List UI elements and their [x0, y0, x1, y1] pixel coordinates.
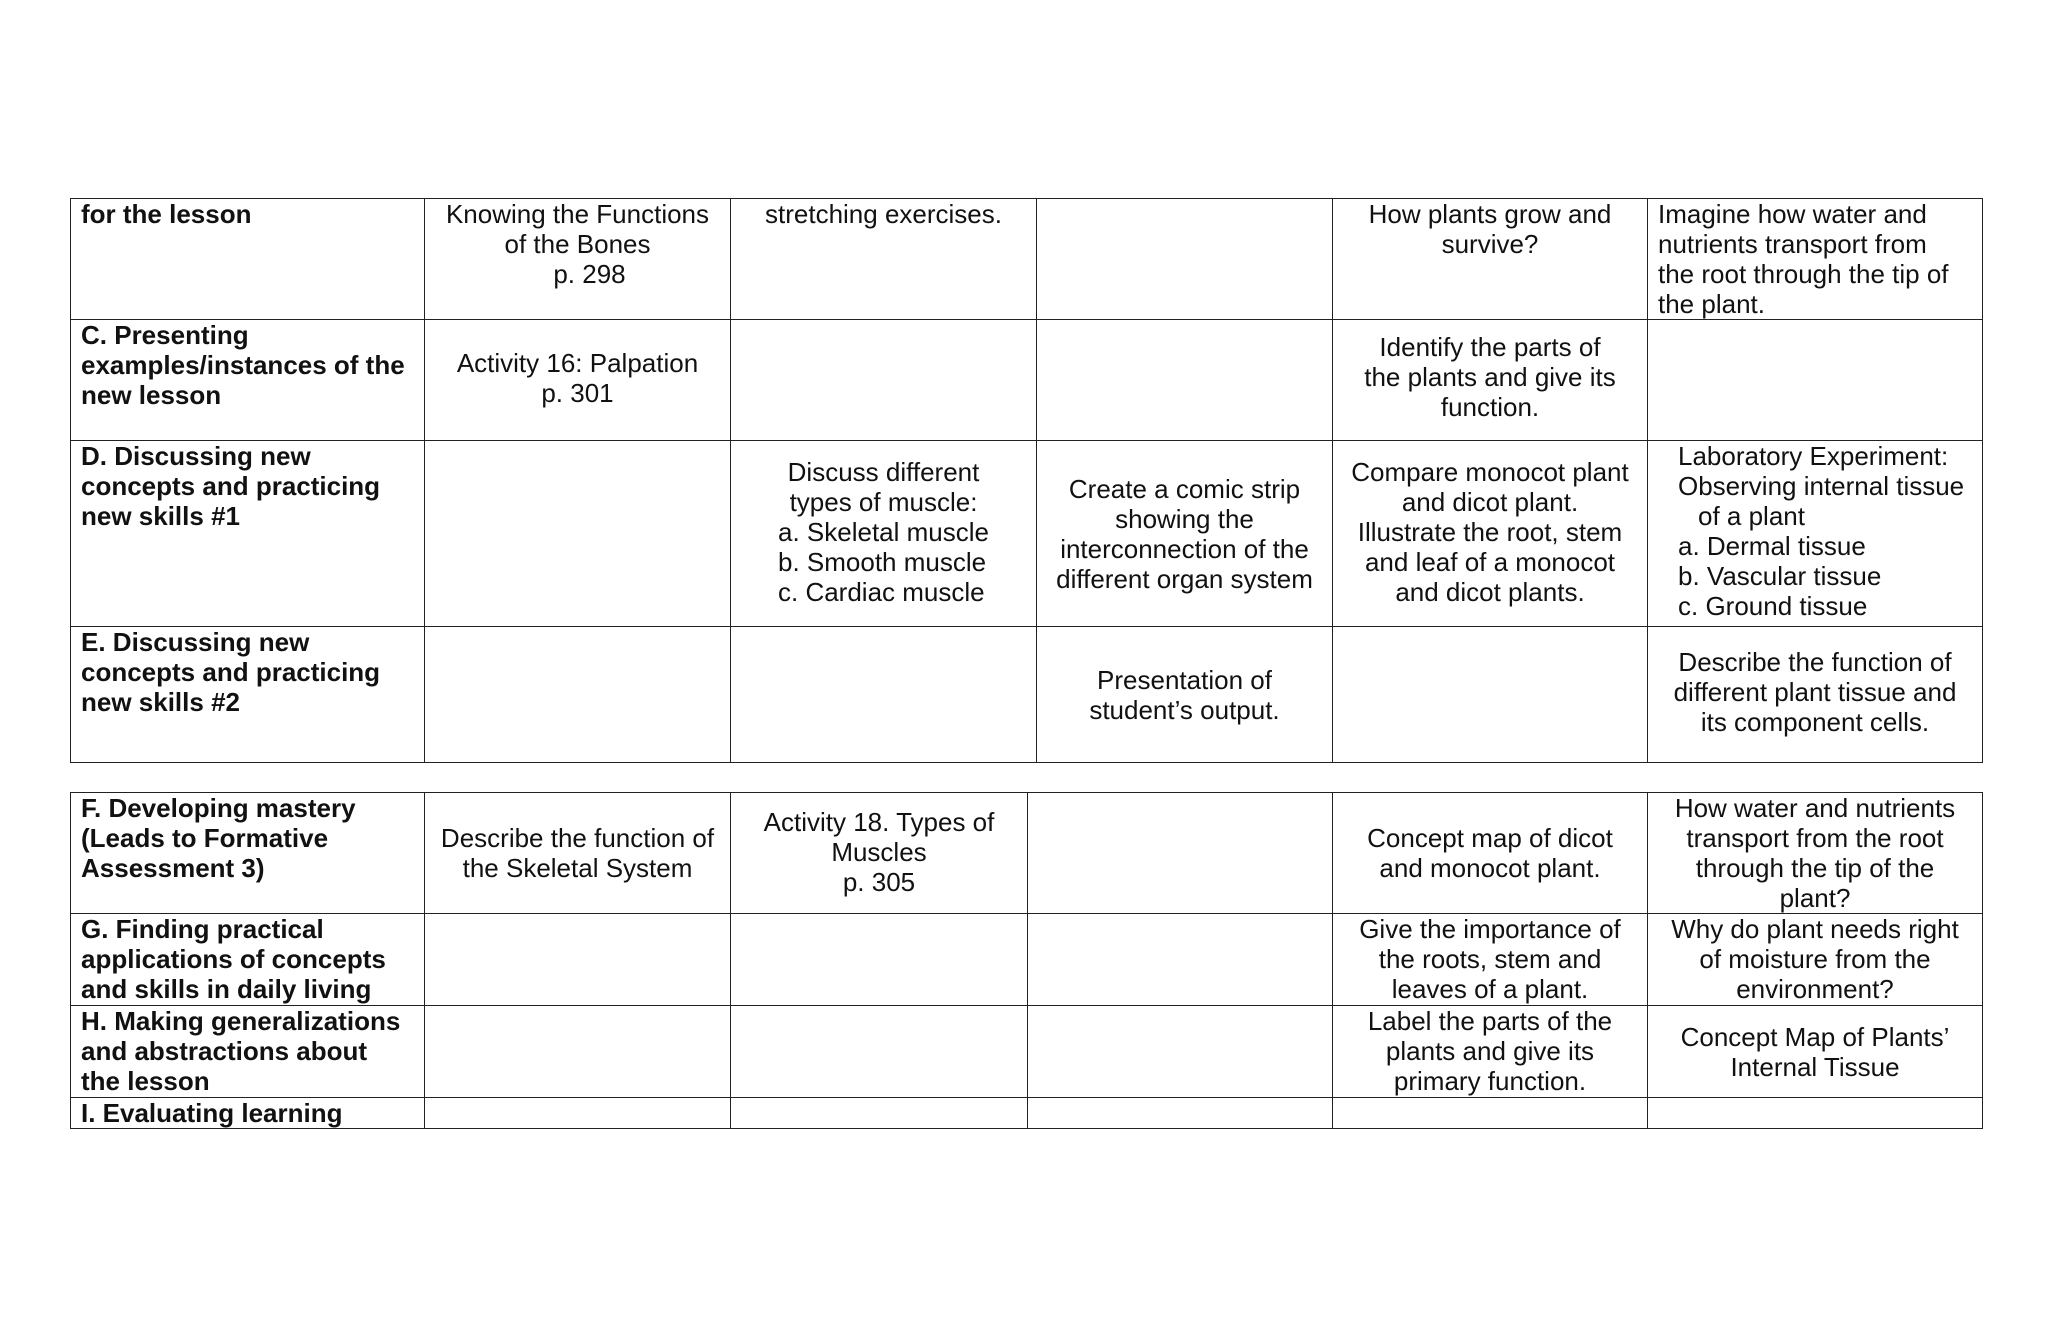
cell-week1 [425, 914, 731, 1006]
table-row [71, 199, 1983, 320]
cell-week5: Why do plant needs right of moisture from the environment? [1648, 914, 1983, 1006]
cell-week1: Activity 16: Palpation p. 301 [425, 320, 731, 441]
cell-week5: Describe the function of different plant tissue and its component cells. [1648, 627, 1983, 763]
cell-week3 [1028, 793, 1333, 914]
cell-week4: How plants grow and survive? [1333, 199, 1648, 320]
cell-week2: Discuss different types of muscle: a. Skeletal muscle b. Smooth muscle c. Cardiac muscle [731, 441, 1037, 627]
row-label: F. Developing mastery (Leads to Formative Assessment 3) [71, 793, 425, 914]
cell-week4 [1333, 627, 1648, 763]
cell-week2 [731, 914, 1028, 1006]
cell-week1: Describe the function of the Skeletal System [425, 793, 731, 914]
cell-week1 [425, 627, 731, 763]
row-label: C. Presenting examples/instances of the new lesson [71, 320, 425, 441]
cell-week3: Create a comic strip showing the interconnection of the different organ system [1037, 441, 1333, 627]
cell-week5: Laboratory Experiment: Observing internal tissue of a plant a. Dermal tissue b. Vascular tissue c. Ground tissue [1648, 441, 1983, 627]
row-label: G. Finding practical applications of concepts and skills in daily living [71, 914, 425, 1006]
cell-week1 [425, 1006, 731, 1098]
cell-week3 [1037, 320, 1333, 441]
cell-week4: Give the importance of the roots, stem and leaves of a plant. [1333, 914, 1648, 1006]
table-row [71, 914, 1983, 1006]
table-row [71, 1006, 1983, 1098]
cell-week5 [1648, 1098, 1983, 1129]
cell-week5: Concept Map of Plants’ Internal Tissue [1648, 1006, 1983, 1098]
cell-week1 [425, 1098, 731, 1129]
cell-week5: Imagine how water and nutrients transport from the root through the tip of the plant. [1648, 199, 1983, 320]
row-label: E. Discussing new concepts and practicing new skills #2 [71, 627, 425, 763]
cell-week4: Compare monocot plant and dicot plant. Illustrate the root, stem and leaf of a monocot and dicot plants. [1333, 441, 1648, 627]
cell-week4: Label the parts of the plants and give its primary function. [1333, 1006, 1648, 1098]
table-row [71, 793, 1983, 914]
cell-week2 [731, 627, 1037, 763]
cell-week5 [1648, 320, 1983, 441]
cell-week2 [731, 320, 1037, 441]
muscle-types-list: a. Skeletal muscle b. Smooth muscle c. Cardiac muscle [778, 517, 989, 607]
table-row [71, 1098, 1983, 1129]
table-row [71, 627, 1983, 763]
row-label: D. Discussing new concepts and practicing new skills #1 [71, 441, 425, 627]
cell-week3 [1037, 199, 1333, 320]
lesson-plan-table-upper [70, 198, 1983, 763]
cell-week4: Identify the parts of the plants and give its function. [1333, 320, 1648, 441]
cell-week1: Knowing the Functions of the Bones p. 298 [425, 199, 731, 320]
cell-week3: Presentation of student’s output. [1037, 627, 1333, 763]
lesson-plan-table-lower [70, 792, 1983, 1129]
table-row [71, 441, 1983, 627]
table-row [71, 320, 1983, 441]
cell-week3 [1028, 1006, 1333, 1098]
cell-week3 [1028, 1098, 1333, 1129]
cell-week4: Concept map of dicot and monocot plant. [1333, 793, 1648, 914]
cell-week3 [1028, 914, 1333, 1006]
cell-week5: How water and nutrients transport from the root through the tip of the plant? [1648, 793, 1983, 914]
cell-week2 [731, 1006, 1028, 1098]
row-label: H. Making generalizations and abstractions about the lesson [71, 1006, 425, 1098]
row-label: for the lesson [71, 199, 425, 320]
cell-week2 [731, 1098, 1028, 1129]
row-label: I. Evaluating learning [71, 1098, 425, 1129]
cell-week2: Activity 18. Types of Muscles p. 305 [731, 793, 1028, 914]
cell-week4 [1333, 1098, 1648, 1129]
cell-week2: stretching exercises. [731, 199, 1037, 320]
cell-week1 [425, 441, 731, 627]
